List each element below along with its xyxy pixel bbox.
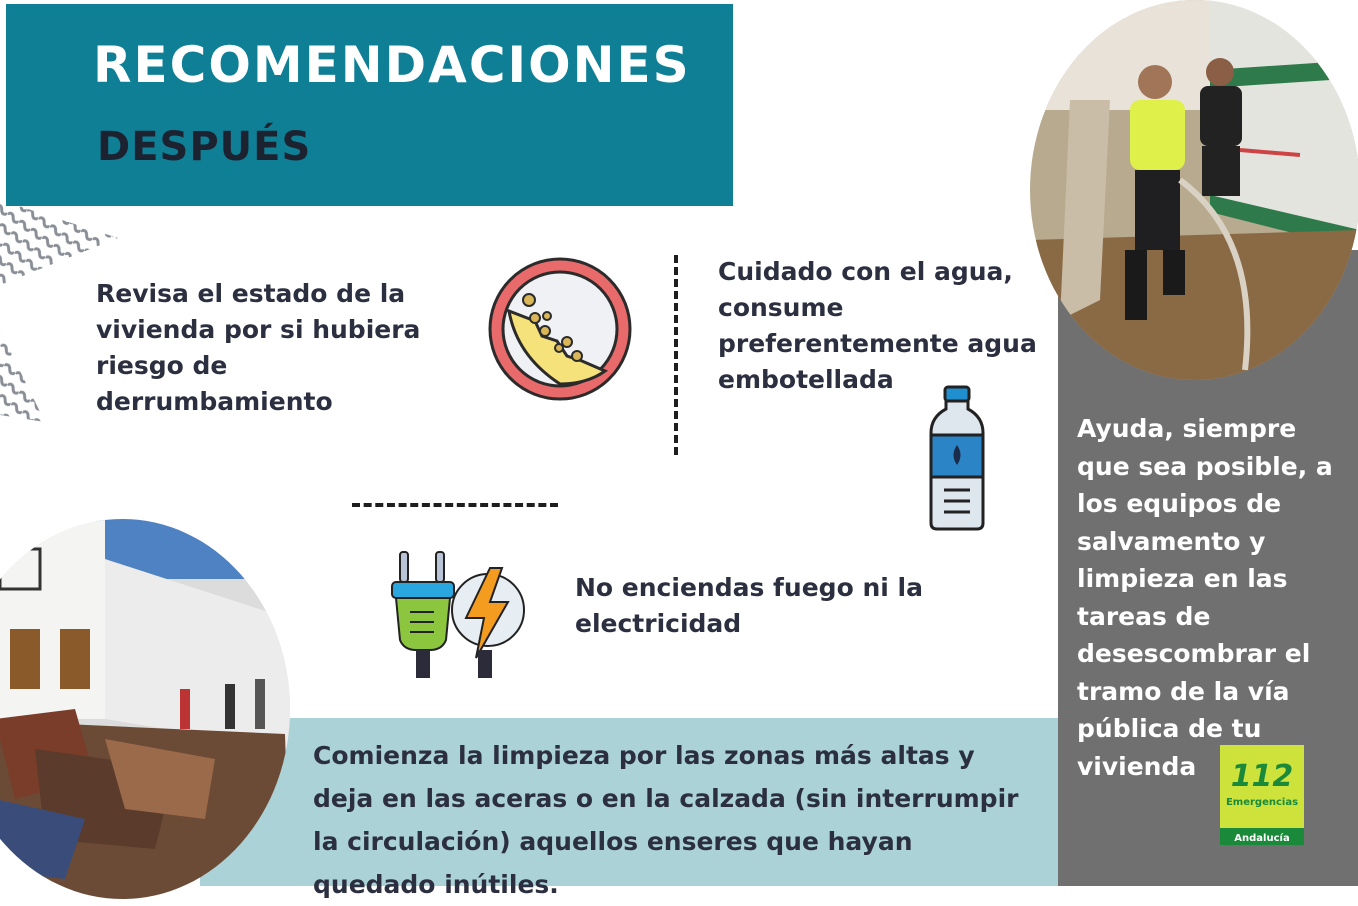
collapse-risk-icon	[487, 256, 633, 402]
cleaning-recommendation: Comienza la limpieza por las zonas más altas y deja en las aceras o en la calzada (sin interrumpir la circulación) aquellos enseres que hayan quedado inútiles.	[313, 741, 1019, 899]
help-recommendation: Ayuda, siempre que sea posible, a los equipos de salvamento y limpieza en las tareas de desescombrar el tramo de la vía pública de tu vivienda	[1077, 414, 1333, 781]
vertical-divider	[674, 255, 678, 455]
water-recommendation: Cuidado con el agua, consume preferentemente agua embotellada	[718, 257, 1037, 394]
collapse-recommendation: Revisa el estado de la vivienda por si hubiera riesgo de derrumbamiento	[96, 279, 421, 416]
header-banner	[6, 4, 733, 206]
page-title: RECOMENDACIONES	[93, 36, 691, 94]
rescue-workers-photo	[1030, 0, 1358, 380]
emergencias-112-logo	[1220, 745, 1304, 845]
fire-recommendation: No enciendas fuego ni la electricidad	[575, 573, 923, 638]
page-subtitle: DESPUÉS	[97, 124, 312, 170]
horizontal-divider	[352, 503, 558, 507]
plug-electricity-icon	[390, 550, 528, 682]
logo-number: 112	[1230, 759, 1294, 794]
water-bottle-icon	[928, 385, 986, 531]
logo-label: Emergencias	[1225, 797, 1299, 808]
logo-region: Andalucía	[1234, 833, 1290, 844]
